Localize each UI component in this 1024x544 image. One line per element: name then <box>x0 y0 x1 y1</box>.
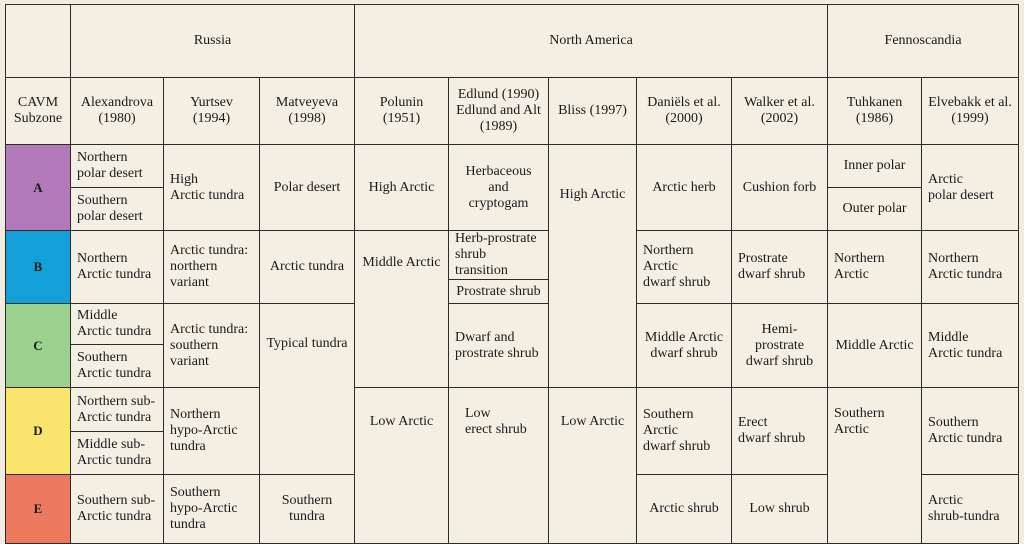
cell-edlund-b1: Herb-prostrate shrub transition <box>449 231 549 280</box>
cell-matveyeva-a: Polar desert <box>260 145 355 231</box>
corner-cell <box>6 5 71 78</box>
cell-yurtsev-c: Arctic tundra: southern variant <box>164 304 260 388</box>
cell-matveyeva-cd: Typical tundra <box>260 304 355 475</box>
header-tuhkanen: Tuhkanen (1986) <box>828 78 922 145</box>
cell-yurtsev-d: Northern hypo-Arctic tundra <box>164 388 260 475</box>
table-container <box>5 4 1019 544</box>
cell-alexandrova-d1: Northern sub- Arctic tundra <box>71 388 164 432</box>
header-walker: Walker et al. (2002) <box>732 78 828 145</box>
subzone-e-badge: E <box>6 475 71 544</box>
cell-tuhkanen-de: Southern Arctic <box>828 388 922 544</box>
cell-bliss-abc: High Arctic <box>549 145 637 388</box>
cell-polunin-a: High Arctic <box>355 145 449 231</box>
header-edlund: Edlund (1990) Edlund and Alt (1989) <box>449 78 549 145</box>
cell-walker-d: Erect dwarf shrub <box>732 388 828 475</box>
header-alexandrova: Alexandrova (1980) <box>71 78 164 145</box>
subzone-b-badge: B <box>6 231 71 304</box>
region-russia: Russia <box>71 5 355 78</box>
cell-daniels-a: Arctic herb <box>637 145 732 231</box>
cell-edlund-a: Herbaceous and cryptogam <box>449 145 549 231</box>
cell-edlund-b2: Prostrate shrub <box>449 280 549 304</box>
cell-alexandrova-c2: Southern Arctic tundra <box>71 345 164 388</box>
subzone-d-badge: D <box>6 388 71 475</box>
cell-edlund-c: Dwarf and prostrate shrub <box>449 304 549 388</box>
cell-elvebakk-e: Arctic shrub-tundra <box>922 475 1019 544</box>
cell-elvebakk-b: Northern Arctic tundra <box>922 231 1019 304</box>
cell-elvebakk-d: Southern Arctic tundra <box>922 388 1019 475</box>
region-header-row <box>6 5 1019 78</box>
cell-alexandrova-a2: Southern polar desert <box>71 188 164 231</box>
cell-walker-c: Hemi- prostrate dwarf shrub <box>732 304 828 388</box>
author-header-row <box>6 78 1019 145</box>
cell-edlund-de: Low erect shrub <box>449 388 549 544</box>
header-polunin: Polunin (1951) <box>355 78 449 145</box>
cell-tuhkanen-b: Northern Arctic <box>828 231 922 304</box>
cell-polunin-bc: Middle Arctic <box>355 231 449 388</box>
cell-yurtsev-a: High Arctic tundra <box>164 145 260 231</box>
header-cavm-subzone: CAVM Subzone <box>6 78 71 145</box>
cell-tuhkanen-a2: Outer polar <box>828 188 922 231</box>
cell-tuhkanen-c: Middle Arctic <box>828 304 922 388</box>
region-fennoscandia: Fennoscandia <box>828 5 1019 78</box>
cell-bliss-de: Low Arctic <box>549 388 637 544</box>
cell-alexandrova-e: Southern sub- Arctic tundra <box>71 475 164 544</box>
table-row <box>6 231 1019 280</box>
cell-alexandrova-a1: Northern polar desert <box>71 145 164 188</box>
cell-elvebakk-a: Arctic polar desert <box>922 145 1019 231</box>
header-bliss: Bliss (1997) <box>549 78 637 145</box>
table-row <box>6 145 1019 188</box>
cell-yurtsev-e: Southern hypo-Arctic tundra <box>164 475 260 544</box>
cell-tuhkanen-a1: Inner polar <box>828 145 922 188</box>
classification-table <box>5 4 1019 544</box>
cell-walker-b: Prostrate dwarf shrub <box>732 231 828 304</box>
cell-daniels-c: Middle Arctic dwarf shrub <box>637 304 732 388</box>
cell-elvebakk-c: Middle Arctic tundra <box>922 304 1019 388</box>
cell-alexandrova-d2: Middle sub- Arctic tundra <box>71 432 164 475</box>
cell-walker-a: Cushion forb <box>732 145 828 231</box>
cell-matveyeva-b: Arctic tundra <box>260 231 355 304</box>
subzone-c-badge: C <box>6 304 71 388</box>
cell-polunin-de: Low Arctic <box>355 388 449 544</box>
region-north-america: North America <box>355 5 828 78</box>
header-elvebakk: Elvebakk et al. (1999) <box>922 78 1019 145</box>
table-row <box>6 388 1019 432</box>
table-row <box>6 304 1019 345</box>
cell-daniels-d: Southern Arctic dwarf shrub <box>637 388 732 475</box>
cell-matveyeva-e: Southern tundra <box>260 475 355 544</box>
cell-walker-e: Low shrub <box>732 475 828 544</box>
cell-yurtsev-b: Arctic tundra: northern variant <box>164 231 260 304</box>
header-daniels: Daniëls et al. (2000) <box>637 78 732 145</box>
header-matveyeva: Matveyeva (1998) <box>260 78 355 145</box>
cell-alexandrova-c1: Middle Arctic tundra <box>71 304 164 345</box>
header-yurtsev: Yurtsev (1994) <box>164 78 260 145</box>
cell-alexandrova-b: Northern Arctic tundra <box>71 231 164 304</box>
cell-daniels-b: Northern Arctic dwarf shrub <box>637 231 732 304</box>
cell-daniels-e: Arctic shrub <box>637 475 732 544</box>
subzone-a-badge: A <box>6 145 71 231</box>
